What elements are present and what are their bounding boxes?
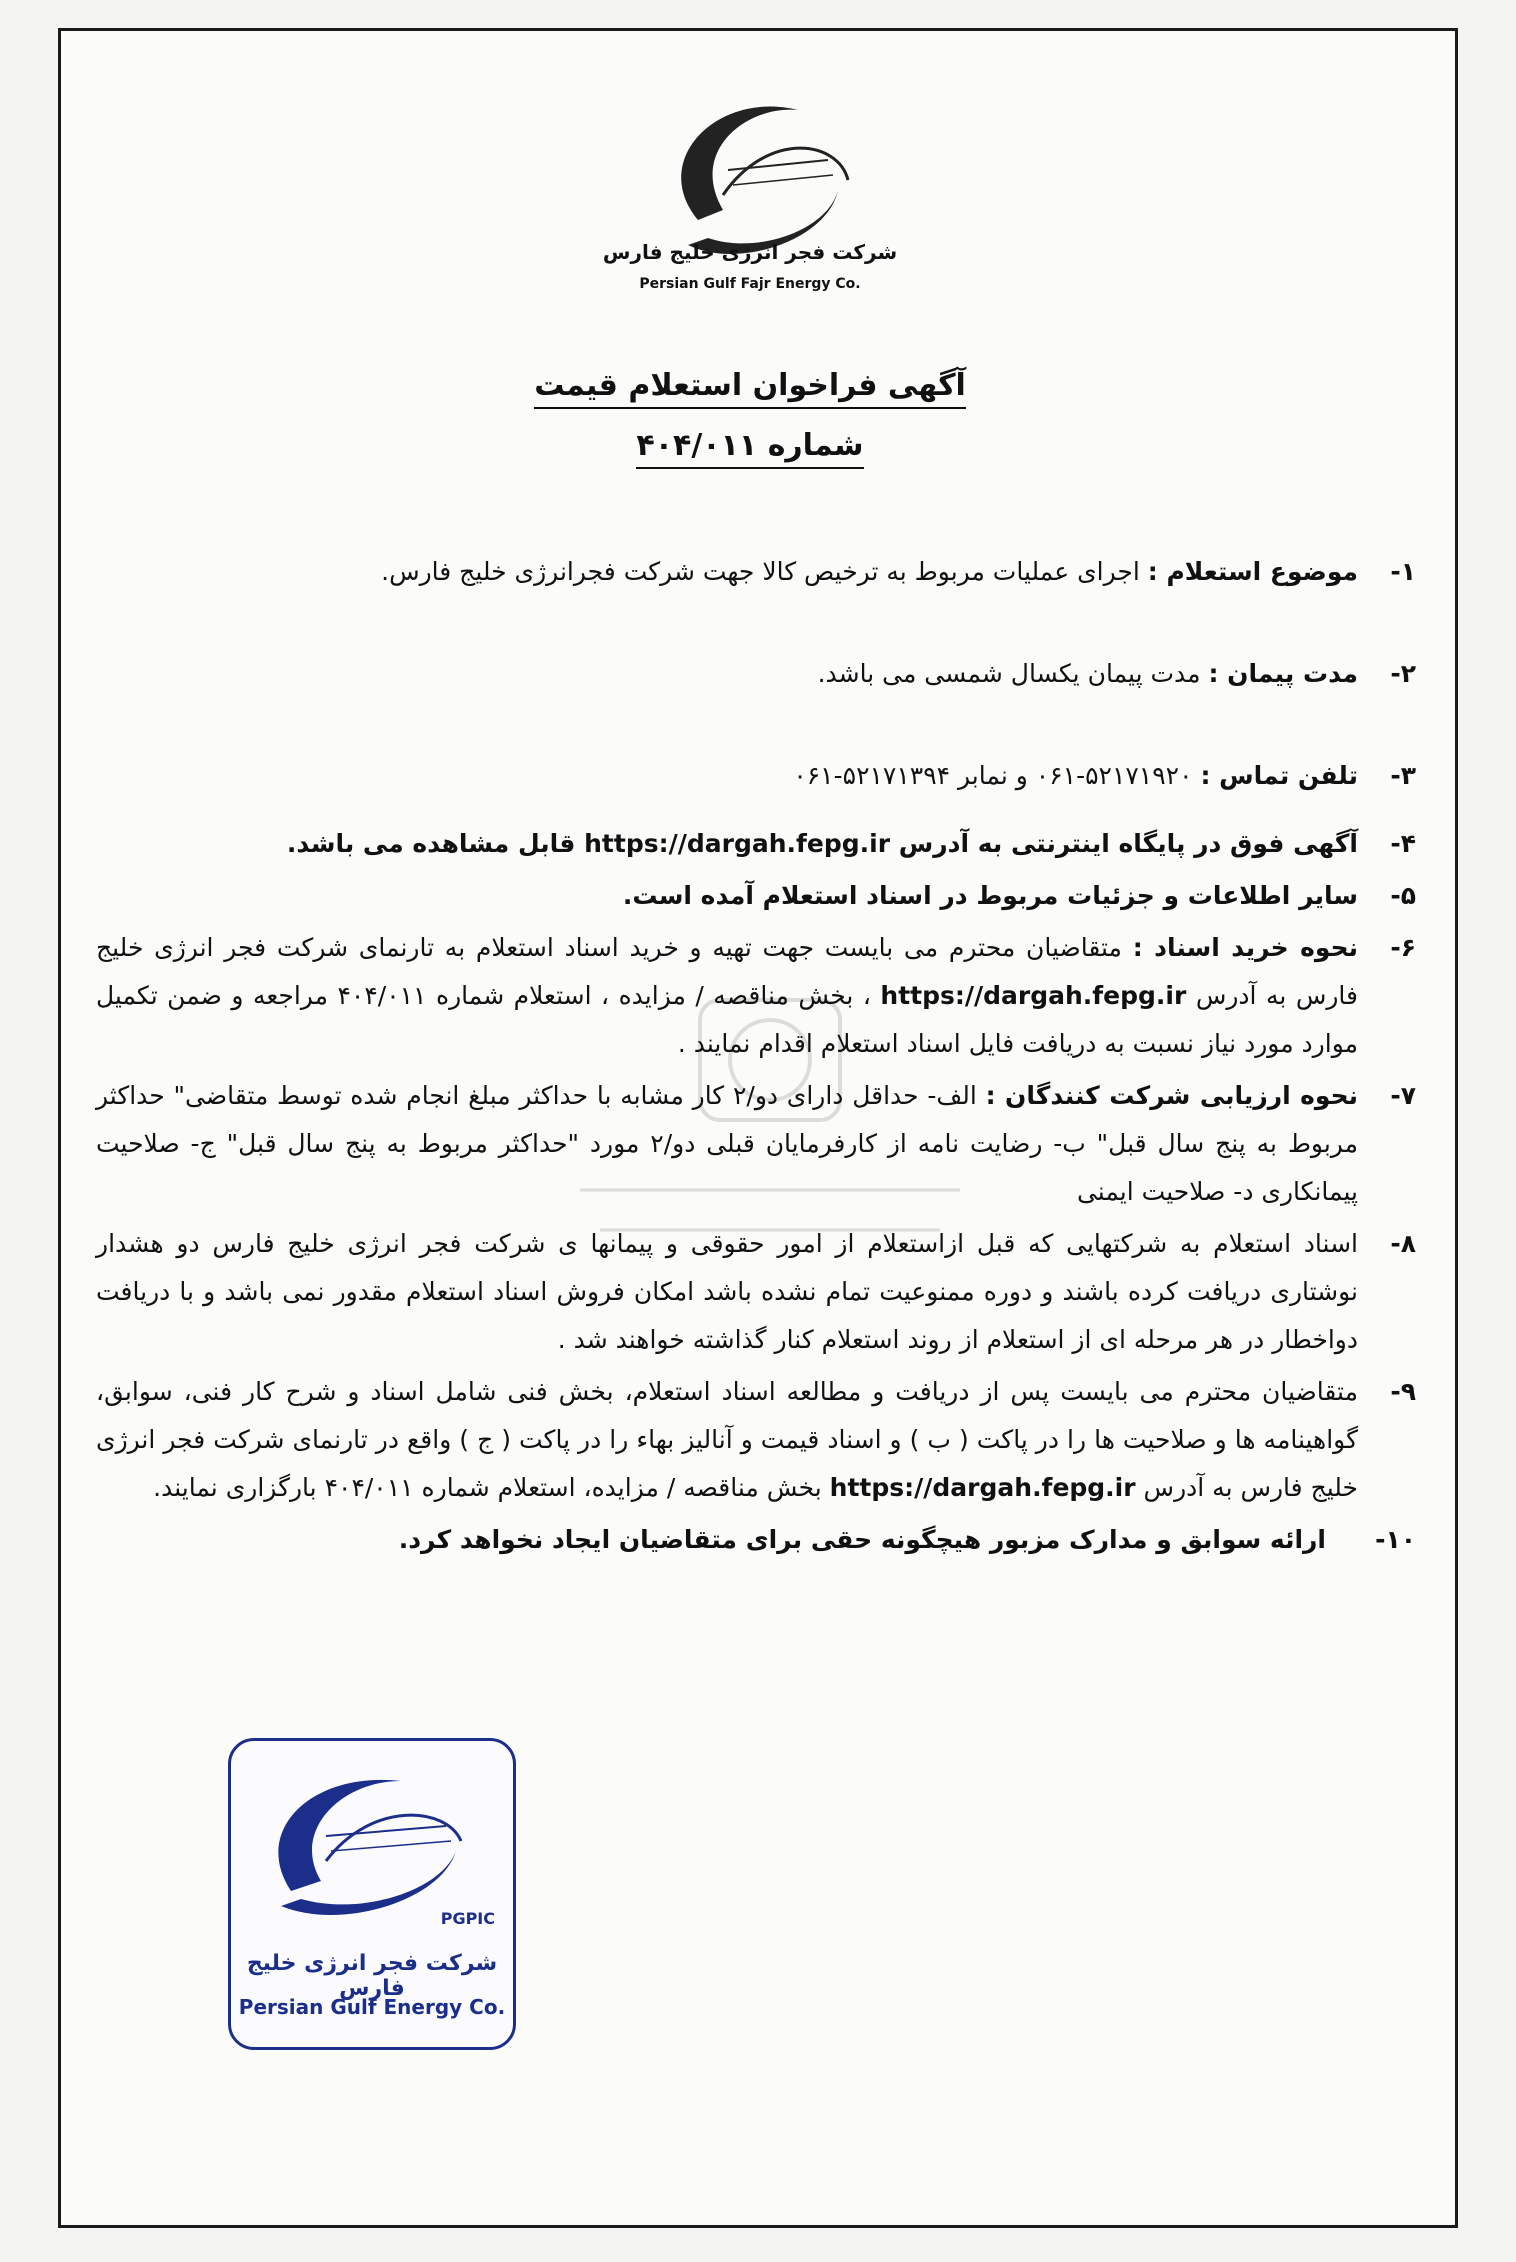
website-link[interactable]: https://dargah.fepg.ir: [829, 1473, 1136, 1502]
item-text: آگهی فوق در پایگاه اینترنتی به آدرس: [898, 829, 1358, 858]
item-number: ۳-: [1390, 761, 1416, 790]
list-item: [96, 650, 1416, 698]
company-logo-icon: [628, 70, 888, 300]
item-text: متقاضیان محترم می بایست جهت تهیه و خرید اسناد استعلام به تارنمای شرکت فجر انرژی خلیج فارس به آدرس: [96, 933, 1358, 1010]
item-label: نحوه خرید اسناد :: [1132, 933, 1358, 962]
company-stamp: [228, 1738, 516, 2050]
item-number: ۵-: [1390, 881, 1416, 910]
item-text: ارائه سوابق و مدارک مزبور هیچگونه حقی برای متقاضیان ایجاد نخواهد کرد.: [398, 1525, 1326, 1554]
list-item: [96, 820, 1416, 868]
notice-items: [96, 548, 1416, 1564]
item-number: ۱۰-: [1375, 1525, 1416, 1554]
item-number: ۶-: [1390, 933, 1416, 962]
stamp-abbr: PGPIC: [440, 1909, 495, 1928]
item-number: ۹-: [1390, 1377, 1416, 1406]
item-text: اسناد استعلام به شرکتهایی که قبل ازاستعلام از امور حقوقی و پیمانها ی شرکت فجر انرژی خلیج فارس دو هشدار نوشتاری دریافت کرده باشند و دوره ممنوعیت تمام نشده باشد امکان فروش اسناد استعلام مقدور نمی باشد و با دریافت دواخطار در هر مرحله ای از استعلام از روند استعلام کنار گذاشته خواهند شد .: [96, 1229, 1358, 1354]
company-name-fa: شرکت فجر انرژی خلیج فارس: [602, 240, 898, 264]
list-item: [96, 752, 1416, 800]
item-label: مدت پیمان :: [1208, 659, 1358, 688]
notice-number-text: شماره ۴۰۴/۰۱۱: [636, 428, 863, 469]
item-number: ۱-: [1390, 557, 1416, 586]
item-text: سایر اطلاعات و جزئیات مربوط در اسناد استعلام آمده است.: [622, 881, 1358, 910]
stamp-logo-icon: [231, 1741, 507, 1921]
item-number: ۷-: [1390, 1081, 1416, 1110]
item-text: متقاضیان محترم می بایست پس از دریافت و مطالعه اسناد استعلام، بخش فنی شامل اسناد و شرح کار فنی، سوابق، گواهینامه ها و صلاحیت ها را در پاکت ( ب ) و اسناد قیمت و آنالیز بهاء را در پاکت ( ج ) واقع در تارنمای شرکت فجر انرژی خلیج فارس به آدرس: [96, 1377, 1358, 1502]
website-link[interactable]: https://dargah.fepg.ir: [584, 829, 891, 858]
list-item: [96, 1368, 1416, 1512]
notice-number: [400, 428, 1100, 463]
stamp-name-fa: شرکت فجر انرژی خلیج فارس: [246, 1951, 498, 2001]
list-item: [96, 924, 1416, 1068]
item-label: تلفن تماس :: [1200, 761, 1358, 790]
item-text: الف- حداقل دارای دو/۲ کار مشابه با حداکثر مبلغ انجام شده توسط متقاضی" حداکثر مربوط به پنج سال قبل" ب- رضایت نامه از کارفرمایان قبلی دو/۲ مورد "حداکثر مربوط به پنج سال قبل" ج- صلاحیت پیمانکاری د- صلاحیت ایمنی: [96, 1081, 1358, 1206]
list-item: [96, 872, 1416, 920]
list-item: [96, 1516, 1416, 1564]
item-text: بخش مناقصه / مزایده، استعلام شماره ۴۰۴/۰۱۱ بارگزاری نمایند.: [153, 1473, 822, 1502]
website-link[interactable]: https://dargah.fepg.ir: [880, 981, 1187, 1010]
item-label: موضوع استعلام :: [1147, 557, 1358, 586]
item-text: مدت پیمان یکسال شمسی می باشد.: [817, 659, 1209, 688]
list-item: [96, 548, 1416, 596]
page-title: [400, 368, 1100, 403]
item-number: ۸-: [1390, 1229, 1416, 1258]
item-text: اجرای عملیات مربوط به ترخیص کالا جهت شرکت فجرانرژی خلیج فارس.: [381, 557, 1148, 586]
company-name-en: Persian Gulf Fajr Energy Co.: [639, 276, 861, 292]
stamp-name-en: Persian Gulf Energy Co.: [238, 1995, 506, 2019]
item-text: قابل مشاهده می باشد.: [286, 829, 576, 858]
list-item: [96, 1220, 1416, 1364]
item-number: ۴-: [1390, 829, 1416, 858]
list-item: [96, 1072, 1416, 1216]
item-text: ، بخش مناقصه / مزایده ، استعلام شماره ۴۰۴/۰۱۱ مراجعه و ضمن تکمیل موارد مورد نیاز نسبت به دریافت فایل اسناد استعلام اقدام نمایند .: [96, 981, 1358, 1058]
item-label: نحوه ارزیابی شرکت کنندگان :: [985, 1081, 1359, 1110]
page-title-text: آگهی فراخوان استعلام قیمت: [534, 368, 966, 409]
item-number: ۲-: [1390, 659, 1416, 688]
item-text: ۵۲۱۷۱۹۲۰-۰۶۱ و نمابر ۵۲۱۷۱۳۹۴-۰۶۱: [793, 761, 1201, 790]
